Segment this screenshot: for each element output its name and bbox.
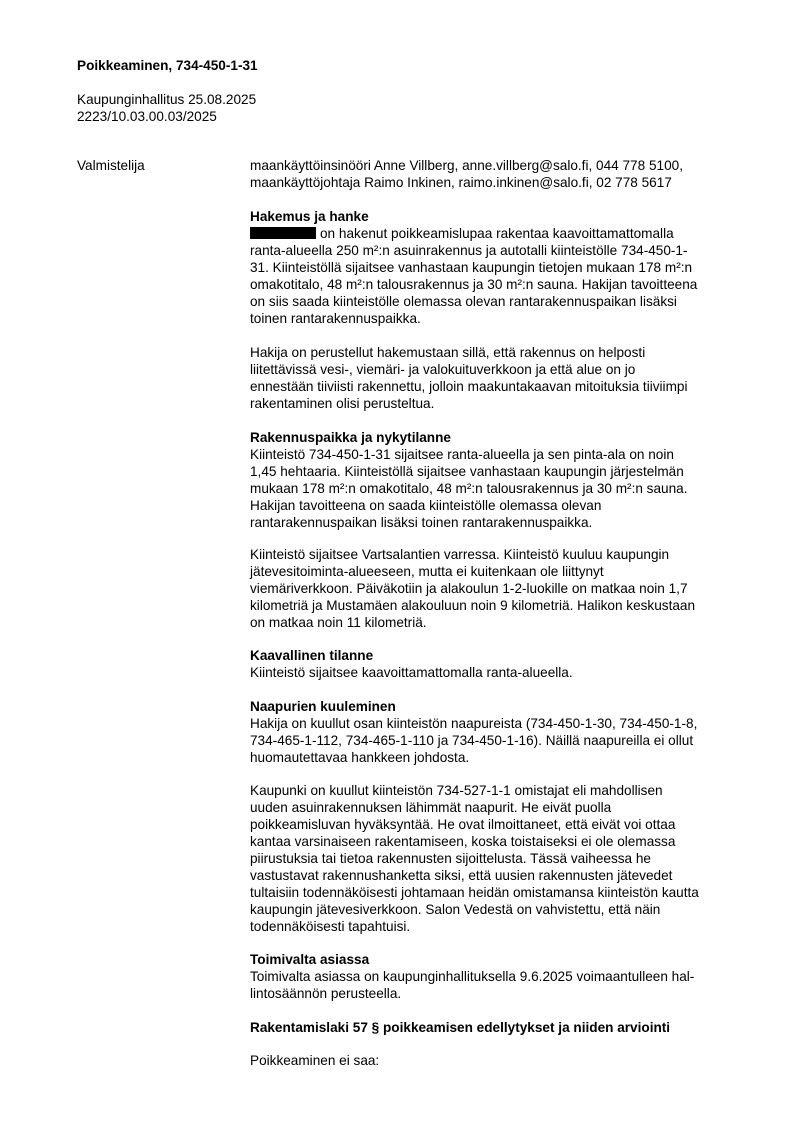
section-heading-neighbours: Naapurien kuuleminen bbox=[250, 699, 396, 714]
text-line: Kiinteistö 734-450-1-31 sijaitsee ranta-alueella ja sen pinta-ala on noin bbox=[250, 447, 674, 462]
text-line: piirustuksia tai tietoa rakennusten sijoittelusta. Tässä vaiheessa he bbox=[250, 851, 651, 866]
text-line: on siis saada kiinteistölle olemassa olevan rantarakennuspaikan lisäksi bbox=[250, 294, 677, 309]
text-line: huomautettavaa hankkeen johdosta. bbox=[250, 750, 470, 765]
text-line: Kaupunki on kuullut kiinteistön 734-527-1-1 omistajat eli mahdollisen bbox=[250, 783, 663, 798]
section-heading-zoning: Kaavallinen tilanne bbox=[250, 648, 374, 663]
section-heading-authority: Toimivalta asiassa bbox=[250, 952, 370, 967]
text-line: Kiinteistö sijaitsee Vartsalantien varressa. Kiinteistö kuuluu kaupungin bbox=[250, 547, 670, 562]
text-line: kilometriä ja Mustamäen alakouluun noin 9 kilometriä. Halikon keskustaan bbox=[250, 598, 696, 613]
text-line: poikkeamisluvan hyväksyntää. He ovat ilmoittaneet, että eivät voi ottaa bbox=[250, 817, 676, 832]
text-line: uuden asuinrakennuksen lähimmät naapurit. He eivät puolla bbox=[250, 800, 612, 815]
text-line: mukaan 178 m²:n omakotitalo, 48 m²:n talousrakennus ja 30 m²:n sauna. bbox=[250, 481, 688, 496]
text-line: rakentaminen olisi perusteltua. bbox=[250, 396, 435, 411]
document-title: Poikkeaminen, 734-450-1-31 bbox=[77, 58, 258, 73]
text-line: Hakija on kuullut osan kiinteistön naapureista (734-450-1-30, 734-450-1-8, bbox=[250, 716, 698, 731]
text-line: kaupungin jätevesiverkkoon. Salon Vedestä on vahvistettu, että näin bbox=[250, 902, 661, 917]
text-line: kantaa varsinaiseen rakentamiseen, koska toistaiseksi ei ole olemassa bbox=[250, 834, 676, 849]
text-line: viemäriverkkoon. Päiväkotiin ja alakoulun 1-2-luokille on matkaa noin 1,7 bbox=[250, 581, 688, 596]
meeting-date: Kaupunginhallitus 25.08.2025 bbox=[77, 92, 257, 107]
text-line: on matkaa noin 11 kilometriä. bbox=[250, 615, 427, 630]
preparer-label: Valmistelija bbox=[77, 158, 145, 173]
text-line: Kiinteistö sijaitsee kaavoittamattomalla ranta-alueella. bbox=[250, 665, 573, 680]
text-line: liitettävissä vesi-, viemäri- ja valokuituverkkoon ja että alue on jo bbox=[250, 362, 636, 377]
text-line: omakotitalo, 48 m²:n talousrakennus ja 30 m²:n sauna. Hakijan tavoitteena bbox=[250, 277, 698, 292]
redacted-name-block bbox=[250, 227, 316, 239]
text-line: Toimivalta asiassa on kaupunginhallituksella 9.6.2025 voimaantulleen hal- bbox=[250, 969, 695, 984]
preparer-line: maankäyttöjohtaja Raimo Inkinen, raimo.inkinen@salo.fi, 02 778 5617 bbox=[250, 175, 672, 190]
text-line: 1,45 hehtaaria. Kiinteistöllä sijaitsee vanhastaan kaupungin järjestelmän bbox=[250, 464, 684, 479]
text-line: toinen rantarakennuspaikka. bbox=[250, 311, 421, 326]
text-line: vastustavat rakennushanketta siksi, että uusien rakennusten jätevedet bbox=[250, 868, 673, 883]
section-heading-law: Rakentamislaki 57 § poikkeamisen edellytykset ja niiden arviointi bbox=[250, 1020, 671, 1035]
text-line-content: on hakenut poikkeamislupaa rakentaa kaavoittamattomalla bbox=[320, 226, 674, 241]
text-line: rantarakennuspaikan lisäksi toinen rantarakennuspaikka. bbox=[250, 515, 593, 530]
text-line: lintosäännön perusteella. bbox=[250, 986, 402, 1001]
text-line: tultaisiin todennäköisesti johtamaan heidän omistamansa kiinteistön kautta bbox=[250, 885, 699, 900]
text-line: 31. Kiinteistöllä sijaitsee vanhastaan kaupungin tietojen mukaan 178 m²:n bbox=[250, 260, 693, 275]
preparer-line: maankäyttöinsinööri Anne Villberg, anne.villberg@salo.fi, 044 778 5100, bbox=[250, 158, 683, 173]
text-line: jätevesitoiminta-alueeseen, mutta ei kuitenkaan ole liittynyt bbox=[250, 564, 604, 579]
text-line: todennäköisesti tapahtuisi. bbox=[250, 919, 411, 934]
text-line: ennestään tiiviisti rakennettu, jolloin maakuntakaavan mitoituksia tiiviimpi bbox=[250, 379, 688, 394]
section-heading-application: Hakemus ja hanke bbox=[250, 209, 369, 224]
text-line: Poikkeaminen ei saa: bbox=[250, 1053, 380, 1068]
record-number: 2223/10.03.00.03/2025 bbox=[77, 109, 217, 124]
text-line: 734-465-1-112, 734-465-1-110 ja 734-450-1-16). Näillä naapureilla ei ollut bbox=[250, 733, 694, 748]
text-line bbox=[250, 225, 674, 242]
text-line: ranta-alueella 250 m²:n asuinrakennus ja autotalli kiinteistölle 734-450-1- bbox=[250, 243, 688, 258]
section-heading-site: Rakennuspaikka ja nykytilanne bbox=[250, 430, 451, 445]
text-line: Hakija on perustellut hakemustaan sillä, että rakennus on helposti bbox=[250, 345, 646, 360]
text-line: Hakijan tavoitteena on saada kiinteistölle olemassa olevan bbox=[250, 498, 602, 513]
